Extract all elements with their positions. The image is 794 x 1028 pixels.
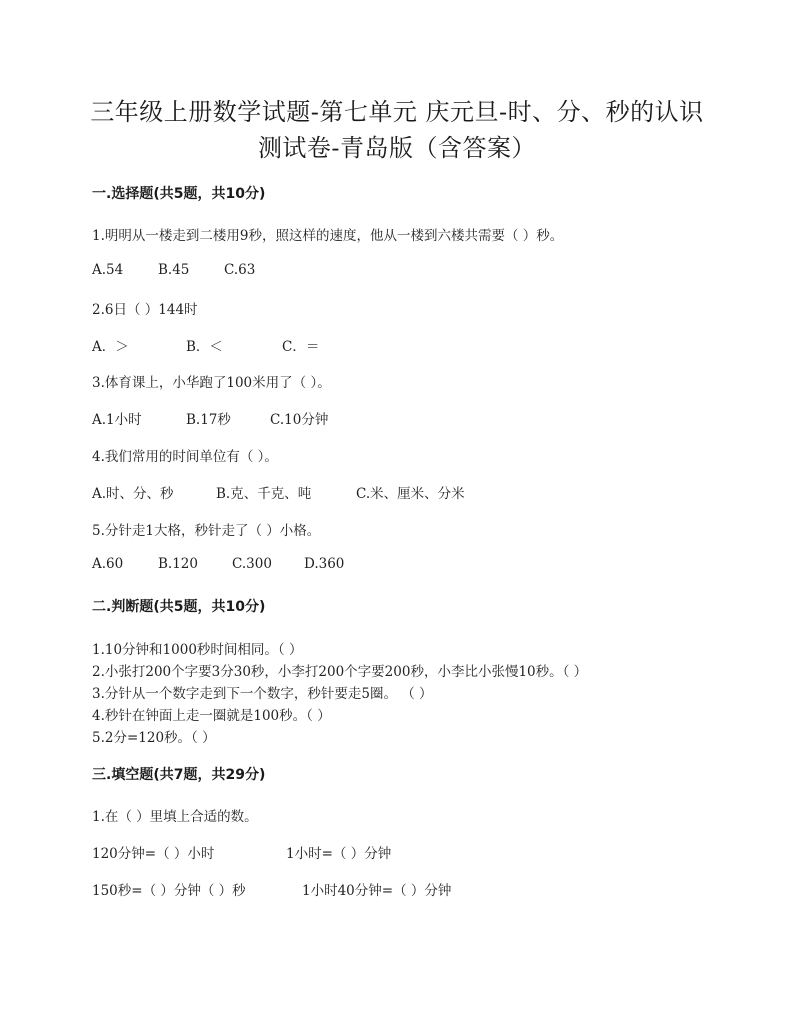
option-c: C.10分钟	[270, 412, 329, 428]
question-1-1-options	[92, 262, 255, 278]
option-c: C.300	[232, 556, 272, 572]
judge-item-4: 4.秒针在钟面上走一圈就是100秒。（ ）	[92, 708, 331, 724]
option-b: B.克、千克、吨	[216, 486, 312, 502]
option-a: A.1小时	[92, 412, 142, 428]
question-1-3-options	[92, 408, 328, 428]
option-a: A．＞	[92, 339, 129, 355]
question-1-4: 4.我们常用的时间单位有（ ）。	[92, 449, 278, 465]
title-line-1: 三年级上册数学试题-第七单元 庆元旦-时、分、秒的认识	[90, 98, 704, 126]
option-a: A.54	[92, 262, 124, 278]
section-3-heading: 三.填空题(共7题，共29分)	[92, 767, 266, 783]
question-1-4-options	[92, 482, 465, 502]
fill-blank-4: 1小时40分钟=（ ）分钟	[302, 883, 452, 899]
option-a: A.时、分、秒	[92, 486, 174, 502]
fill-question-1-row-1	[92, 842, 391, 862]
question-1-2-options	[92, 335, 319, 355]
fill-blank-3: 150秒=（ ）分钟（ ）秒	[92, 883, 246, 899]
option-b: B.45	[158, 262, 190, 278]
judge-item-2: 2.小张打200个字要3分30秒，小李打200个字要200秒，小李比小张慢10秒。（ ）	[92, 664, 588, 680]
section-2-heading: 二.判断题(共5题，共10分)	[92, 599, 266, 615]
judge-item-3: 3.分针从一个数字走到下一个数字，秒针要走5圈。 （ ）	[92, 686, 433, 702]
fill-blank-2: 1小时=（ ）分钟	[286, 846, 392, 862]
option-c: C．＝	[282, 339, 320, 355]
fill-question-1-row-2	[92, 879, 451, 899]
option-c: C.米、厘米、分米	[356, 486, 465, 502]
option-b: B.120	[158, 556, 198, 572]
question-1-2: 2.6日（ ）144时	[92, 302, 198, 318]
option-a: A.60	[92, 556, 124, 572]
fill-blank-1: 120分钟=（ ）小时	[92, 846, 215, 862]
title-line-2: 测试卷-青岛版（含答案）	[257, 134, 537, 162]
question-1-3: 3.体育课上，小华跑了100米用了（ ）。	[92, 375, 331, 391]
section-1-heading: 一.选择题(共5题，共10分)	[92, 186, 266, 202]
judge-item-1: 1.10分钟和1000秒时间相同。（ ）	[92, 642, 303, 658]
judge-item-5: 5.2分=120秒。（ ）	[92, 730, 216, 746]
option-c: C.63	[224, 262, 256, 278]
option-b: B.17秒	[186, 412, 231, 428]
question-1-5-options	[92, 556, 344, 572]
option-b: B．＜	[186, 339, 223, 355]
fill-question-1: 1.在（ ）里填上合适的数。	[92, 809, 258, 825]
option-d: D.360	[304, 556, 345, 572]
question-1-5: 5.分针走1大格，秒针走了（ ）小格。	[92, 523, 321, 539]
question-1-1: 1.明明从一楼走到二楼用9秒，照这样的速度，他从一楼到六楼共需要（ ）秒。	[92, 228, 564, 244]
